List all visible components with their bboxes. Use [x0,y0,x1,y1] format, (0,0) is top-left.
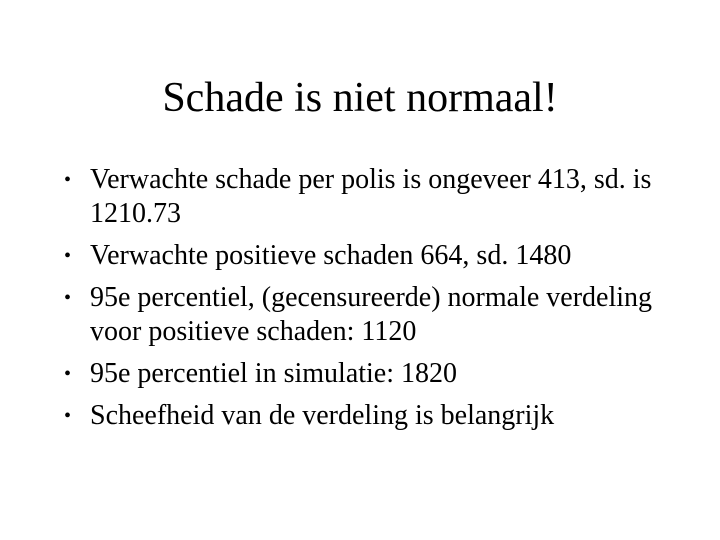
bullet-icon: • [64,405,72,427]
bullet-text: Verwachte positieve schaden 664, sd. 1480 [90,240,572,271]
bullet-item [60,357,700,391]
slide-title: Schade is niet normaal! [162,75,558,121]
bullet-item [60,163,700,231]
bullet-item [60,399,700,433]
bullet-icon: • [64,169,72,191]
bullet-icon: • [64,363,72,385]
bullet-item [60,239,700,273]
bullet-text: Verwachte schade per polis is ongeveer 413, sd. is 1210.73 [90,164,652,229]
bullet-icon: • [64,245,72,267]
bullet-list [60,163,700,441]
bullet-icon: • [64,287,72,309]
bullet-text: Scheefheid van de verdeling is belangrijk [90,400,555,431]
bullet-text: 95e percentiel in simulatie: 1820 [90,358,458,389]
bullet-text: 95e percentiel, (gecensureerde) normale verdeling voor positieve schaden: 1120 [90,282,653,347]
bullet-item [60,281,700,349]
